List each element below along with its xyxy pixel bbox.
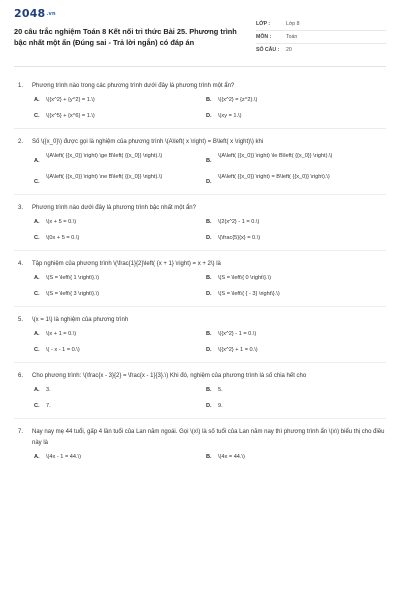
option-list: [14, 270, 386, 306]
question-item: [14, 315, 386, 363]
meta-value: Lớp 8: [286, 21, 300, 27]
option-text: \(A\left( {{x_0}} \right) \ne B\left( {{x_0}} \right).\): [46, 174, 163, 180]
option-a[interactable]: [34, 96, 206, 105]
question-text: Phương trình nào trong các phương trình dưới đây là phương trình một ẩn?: [32, 83, 235, 89]
site-logo[interactable]: [14, 8, 246, 20]
option-text: \( - x - 1 = 0.\): [46, 347, 80, 353]
document-title: 20 câu trắc nghiệm Toán 8 Kết nối tri thức Bài 25. Phương trình bậc nhất một ẩn (Đúng sai - Trả lời ngắn) có đáp án: [14, 27, 237, 47]
option-letter: B.: [206, 275, 212, 281]
option-d[interactable]: [206, 290, 378, 299]
option-b[interactable]: [206, 274, 378, 283]
option-text: \(S = \left\{ 0 \right\}.\): [218, 275, 272, 281]
option-text: \(4x = 44.\): [218, 454, 245, 460]
question-item: [14, 427, 386, 469]
option-list: [14, 214, 386, 250]
option-letter: B.: [206, 219, 212, 225]
option-letter: B.: [206, 331, 212, 337]
question-stem: [14, 203, 386, 214]
option-d[interactable]: [206, 112, 378, 121]
option-list: [14, 382, 386, 418]
option-letter: B.: [206, 97, 212, 103]
option-letter: A.: [34, 275, 40, 281]
option-letter: C.: [34, 291, 40, 297]
option-letter: A.: [34, 331, 40, 337]
question-stem: [14, 137, 386, 148]
option-letter: D.: [206, 403, 212, 409]
question-text: Tập nghiệm của phương trình \(\frac{1}{2}\left( {x + 1} \right) = x + 2\) là: [32, 261, 221, 267]
option-letter: C.: [34, 113, 40, 119]
option-c[interactable]: [34, 173, 206, 187]
question-item: [14, 81, 386, 129]
document-header: [14, 6, 386, 67]
option-text: \(x + 5 = 0.\): [46, 219, 77, 225]
meta-label: MÔN :: [256, 34, 272, 40]
option-letter: A.: [34, 219, 40, 225]
option-letter: D.: [206, 291, 212, 297]
option-b[interactable]: [206, 386, 378, 395]
question-stem: [14, 81, 386, 92]
meta-label: LỚP :: [256, 21, 271, 27]
option-a[interactable]: [34, 386, 206, 395]
option-c[interactable]: [34, 346, 206, 355]
option-list: [14, 326, 386, 362]
option-letter: D.: [206, 113, 212, 119]
option-d[interactable]: [206, 346, 378, 355]
option-text: \(S = \left\{ 1 \right\}.\): [46, 275, 100, 281]
option-c[interactable]: [34, 402, 206, 411]
option-letter: C.: [34, 403, 40, 409]
option-text: 9.: [218, 403, 223, 409]
option-c[interactable]: [34, 234, 206, 243]
option-text: \(0x + 5 = 0.\): [46, 235, 80, 241]
question-item: [14, 259, 386, 307]
question-number: 2.: [18, 139, 24, 145]
option-text: \(xy = 1.\): [218, 113, 242, 119]
option-letter: D.: [206, 235, 212, 241]
option-text: 7.: [46, 403, 51, 409]
question-stem: [14, 427, 386, 449]
option-text: \(S = \left\{ 3 \right\}.\): [46, 291, 100, 297]
option-c[interactable]: [34, 290, 206, 299]
option-text: \({x^2} = {z^2}.\): [218, 97, 258, 103]
question-text: Nay nay mẹ 44 tuổi, gấp 4 lần tuổi của Lan năm ngoái. Gọi \(x\) là số tuổi của Lan năm nay thì phương trình ẩn \(x\) biểu thị cho điều này là: [32, 429, 385, 446]
meta-row-subject: [256, 31, 386, 44]
option-d[interactable]: [206, 234, 378, 243]
option-text: \({x^2} - 1 = 0.\): [218, 331, 257, 337]
option-b[interactable]: [206, 330, 378, 339]
option-text: \({x^2} + 1 = 0.\): [218, 347, 258, 353]
question-item: [14, 137, 386, 195]
option-b[interactable]: [206, 152, 378, 166]
option-letter: A.: [34, 158, 40, 164]
meta-value: Toán: [286, 34, 298, 40]
option-text: \(A\left( {{x_0}} \right) \le B\left( {{x_0}} \right).\): [218, 153, 333, 159]
option-letter: A.: [34, 387, 40, 393]
option-text: \(A\left( {{x_0}} \right) \ge B\left( {{x_0}} \right).\): [46, 153, 163, 159]
meta-label: SỐ CÂU :: [256, 47, 280, 53]
option-d[interactable]: [206, 173, 378, 187]
option-letter: D.: [206, 179, 212, 185]
meta-value: 20: [286, 47, 292, 53]
option-letter: A.: [34, 97, 40, 103]
option-list: [14, 92, 386, 128]
option-a[interactable]: [34, 274, 206, 283]
question-number: 1.: [18, 83, 24, 89]
logo-suffix: .vn: [46, 11, 56, 17]
option-text: \(x + 1 = 0.\): [46, 331, 77, 337]
option-letter: B.: [206, 158, 212, 164]
document-meta: [256, 18, 386, 56]
option-text: 5.: [218, 387, 223, 393]
option-list: [14, 148, 386, 194]
logo-text: 2048: [14, 7, 46, 20]
option-text: \(A\left( {{x_0}} \right) = B\left( {{x_0}} \right).\): [218, 174, 330, 180]
option-letter: C.: [34, 179, 40, 185]
question-stem: [14, 371, 386, 382]
option-b[interactable]: [206, 218, 378, 227]
option-a[interactable]: [34, 152, 206, 166]
option-letter: C.: [34, 235, 40, 241]
option-letter: C.: [34, 347, 40, 353]
question-text: Phương trình nào dưới đây là phương trình bậc nhất một ẩn?: [32, 205, 196, 211]
option-letter: A.: [34, 454, 40, 460]
option-a[interactable]: [34, 330, 206, 339]
option-text: \(2{x^2} - 1 = 0.\): [218, 219, 260, 225]
option-b[interactable]: [206, 453, 378, 462]
option-d[interactable]: [206, 402, 378, 411]
option-text: \({x^2} + {y^2} = 1.\): [46, 97, 95, 103]
question-number: 4.: [18, 261, 24, 267]
option-text: \({x^5} + {x^6} = 1.\): [46, 113, 95, 119]
option-a[interactable]: [34, 453, 206, 462]
meta-row-count: [256, 44, 386, 56]
question-stem: [14, 259, 386, 270]
question-text: Số \({x_0}\) được gọi là nghiệm của phương trình \(A\left( x \right) = B\left( x \right)\) khi: [32, 139, 264, 145]
option-letter: B.: [206, 454, 212, 460]
question-text: Cho phương trình: \(\frac{x - 3}{2} = \frac{x - 1}{3}.\) Khi đó, nghiệm của phương trình là số chia hết cho: [32, 373, 307, 379]
option-text: 3.: [46, 387, 51, 393]
option-letter: B.: [206, 387, 212, 393]
question-item: [14, 203, 386, 251]
option-text: \(4x - 1 = 44.\): [46, 454, 81, 460]
option-text: \(S = \left\{ { - 3} \right\}.\): [218, 291, 280, 297]
option-letter: D.: [206, 347, 212, 353]
question-text: \(x = 1\) là nghiệm của phương trình: [32, 317, 129, 323]
question-number: 3.: [18, 205, 24, 211]
header-left: [14, 6, 246, 48]
option-b[interactable]: [206, 96, 378, 105]
option-c[interactable]: [34, 112, 206, 121]
option-list: [14, 449, 386, 469]
question-stem: [14, 315, 386, 326]
question-number: 6.: [18, 373, 24, 379]
question-list: [14, 67, 386, 469]
question-number: 5.: [18, 317, 24, 323]
option-a[interactable]: [34, 218, 206, 227]
question-item: [14, 371, 386, 419]
option-text: \(\frac{5}{x} = 0.\): [218, 235, 261, 241]
question-number: 7.: [18, 429, 24, 435]
meta-row-class: [256, 18, 386, 31]
